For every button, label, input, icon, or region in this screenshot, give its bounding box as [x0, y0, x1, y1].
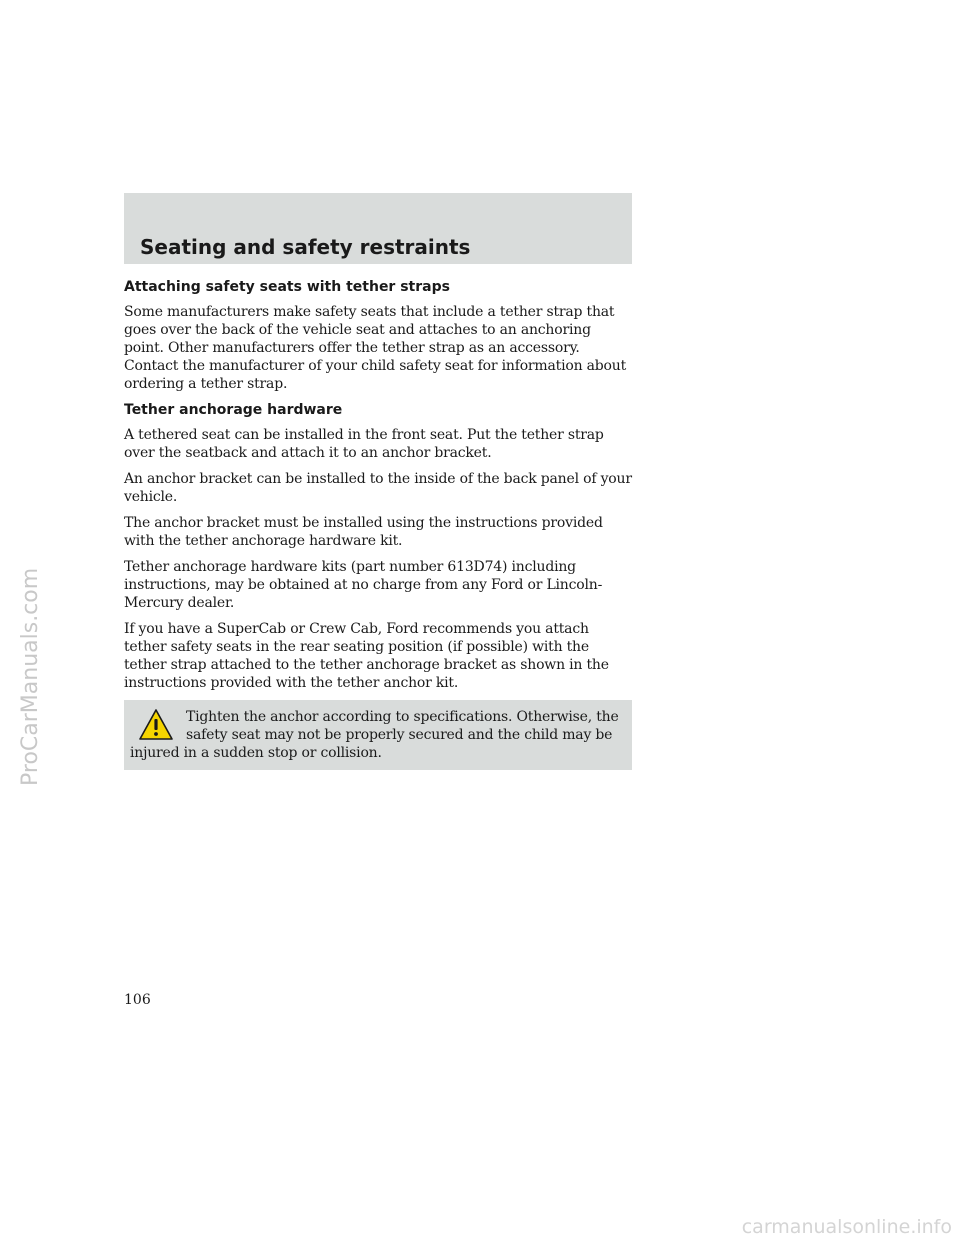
- page-number: 106: [124, 992, 151, 1008]
- paragraph: A tethered seat can be installed in the front seat. Put the tether strap over the seatback and attach it to an anchor bracket.: [124, 427, 604, 461]
- section-heading-tether-straps: Attaching safety seats with tether straps: [124, 279, 450, 295]
- warning-triangle-icon: [138, 708, 174, 742]
- paragraph: Some manufacturers make safety seats that include a tether strap that goes over the back of the vehicle seat and attaches to an anchoring point. Other manufacturers offer the tether strap as an accessory. Contact the manufacturer of your child safety seat for information about ordering a tether strap.: [124, 304, 627, 392]
- section-header-band: [124, 193, 632, 264]
- warning-box: [124, 700, 632, 770]
- watermark-text: ProCarManuals.com: [18, 567, 43, 786]
- paragraph: The anchor bracket must be installed using the instructions provided with the tether anchorage hardware kit.: [124, 515, 603, 549]
- section-heading-anchorage-hardware: Tether anchorage hardware: [124, 402, 343, 418]
- paragraph: If you have a SuperCab or Crew Cab, Ford recommends you attach tether safety seats in the rear seating position (if possible) with the tether strap attached to the tether anchorage bracket as shown in the instructions provided with the tether anchor kit.: [124, 621, 609, 691]
- warning-text: Tighten the anchor according to specifications. Otherwise, the safety seat may not be properly secured and the child may be injured in a sudden stop or collision.: [130, 709, 619, 761]
- paragraph: An anchor bracket can be installed to the inside of the back panel of your vehicle.: [124, 471, 632, 505]
- page-content: [124, 278, 634, 770]
- section-title: Seating and safety restraints: [140, 235, 471, 259]
- footer-watermark-url: carmanualsonline.info: [741, 1216, 952, 1238]
- paragraph: Tether anchorage hardware kits (part number 613D74) including instructions, may be obtained at no charge from any Ford or Lincoln-Mercury dealer.: [124, 559, 603, 611]
